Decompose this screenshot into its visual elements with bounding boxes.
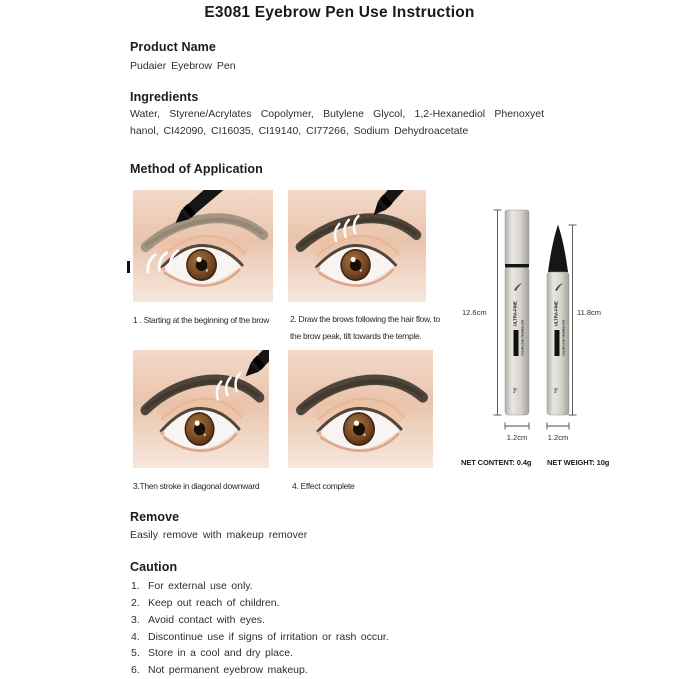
caution-item: [131, 662, 461, 679]
pen-size-diagram: [455, 198, 615, 446]
eye-illustration-step1: [133, 190, 273, 302]
caution-item-number: 3.: [131, 613, 140, 626]
ingredients-heading: Ingredients: [130, 90, 199, 104]
width-uncapped-label: 1.2cm: [547, 433, 569, 442]
pen-barrel-text-1: ULTRA-FINE: [512, 301, 518, 326]
net-content-label: NET CONTENT: 0.4g: [461, 458, 532, 467]
caution-list: [131, 578, 461, 679]
caution-item-text: Not permanent eyebrow makeup.: [148, 664, 308, 677]
width-capped-label: 1.2cm: [506, 433, 528, 442]
step-caption-2: 2. Draw the brows following the hair flow, to the brow peak, tilt towards the temple.: [290, 314, 440, 341]
caution-item-text: Avoid contact with eyes.: [148, 613, 265, 626]
caution-item: [131, 645, 461, 662]
step-photo-3: [133, 350, 269, 468]
step-photo-2: [288, 190, 426, 302]
step-photo-4: [288, 350, 433, 468]
caution-item: [131, 595, 461, 612]
pen-capped: [505, 210, 529, 415]
step-caption-4: 4. Effect complete: [292, 481, 355, 491]
step-caption-1: 1 . Starting at the beginning of the brow: [133, 315, 270, 325]
caution-item-text: Discontinue use if signs of irritation or rash occur.: [148, 630, 389, 643]
caution-item: [131, 612, 461, 629]
pen-uncapped: [547, 225, 569, 416]
caution-item-number: 5.: [131, 647, 140, 660]
pen-barrel-text-1: ULTRA-FINE: [553, 301, 559, 326]
caution-item-text: Keep out reach of children.: [148, 596, 280, 609]
pen-logo: P: [513, 387, 517, 395]
remove-heading: Remove: [130, 510, 180, 524]
product-name-value: Pudaier Eyebrow Pen: [130, 60, 236, 72]
step-photo-1: [133, 190, 273, 302]
step-caption-3: 3.Then stroke in diagonal downward: [133, 481, 260, 491]
caution-item-number: 1.: [131, 580, 140, 592]
remove-value: Easily remove with makeup remover: [130, 529, 308, 541]
caution-item-text: Store in a cool and dry place.: [148, 647, 293, 660]
pen-diagram-svg: [455, 198, 615, 446]
caution-heading: Caution: [130, 560, 178, 574]
caution-item-number: 4.: [131, 630, 140, 643]
caution-item: [131, 578, 461, 595]
pen-barrel-text-2: COLOR LOCK TECHNOLOGY: [562, 319, 566, 356]
product-name-heading: Product Name: [130, 40, 216, 54]
net-weight-label: NET WEIGHT: 10g: [547, 458, 610, 467]
pen-barrel-text-2: COLOR LOCK TECHNOLOGY: [521, 319, 525, 356]
length-capped-label: 12.6cm: [462, 308, 487, 317]
caution-item-text: For external use only.: [148, 580, 253, 592]
caution-item: [131, 629, 461, 646]
caution-item-number: 2.: [131, 596, 140, 609]
cursor-artifact: [127, 261, 130, 273]
ingredients-text: [130, 106, 544, 140]
ingredients-line2: hanol, CI42090, CI16035, CI19140, CI77266, Sodium Dehydroacetate: [130, 125, 469, 137]
eye-illustration-step2: [288, 190, 426, 302]
pen-tip: [548, 225, 568, 273]
ingredients-line1: Water, Styrene/Acrylates Copolymer, Butylene Glycol, 1,2-Hexanediol Phenoxyet: [130, 108, 544, 120]
eye-illustration-step4: [288, 350, 433, 468]
eye-illustration-step3: [133, 350, 269, 468]
caution-item-number: 6.: [131, 664, 140, 677]
method-heading: Method of Application: [130, 162, 263, 176]
pen-logo: P: [554, 387, 558, 395]
page-title: E3081 Eyebrow Pen Use Instruction: [204, 4, 475, 21]
length-uncapped-label: 11.8cm: [577, 308, 602, 317]
